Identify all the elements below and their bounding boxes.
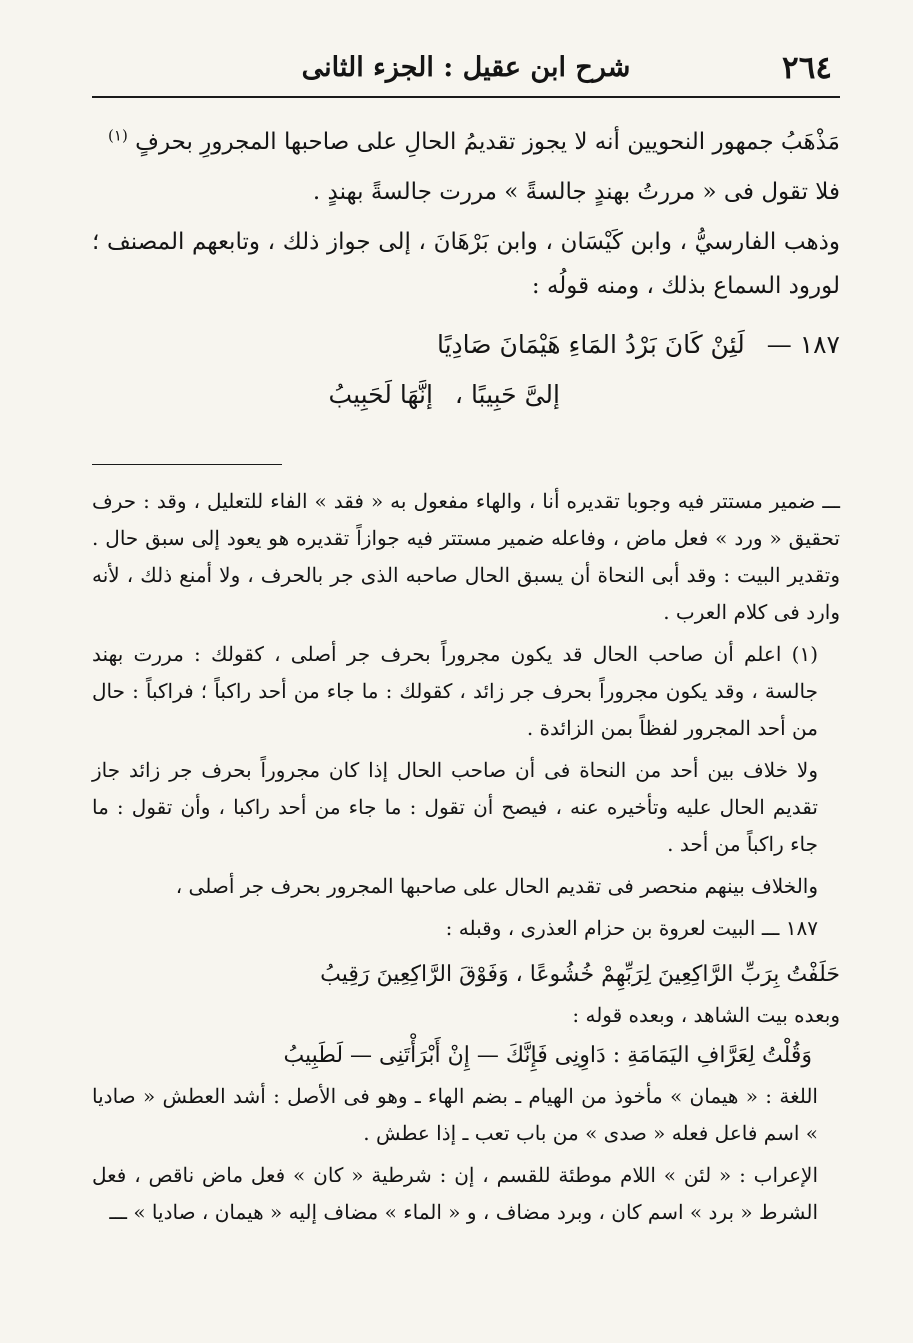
footnote-1-paragraph-1: (١) اعلم أن صاحب الحال قد يكون مجروراً بحرف جر أصلى ، كقولك : مررت بهند جالسة ، وقد يكون مجروراً بحرف جر زائد ، كقولك : ما جاء من أحد راكباً ؛ فراكباً : حال من أحد المجرور لفظاً بمن الزائدة . bbox=[92, 642, 818, 740]
footnote-marker: (١) bbox=[108, 126, 128, 145]
language-note: اللغة : « هيمان » مأخوذ من الهيام ـ بضم الهاء ـ وهو فى الأصل : أشد العطش « صاديا » اسم فاعل فعله « صدى » من باب تعب ـ إذا عطش . bbox=[92, 1084, 818, 1145]
preceding-verse: حَلَفْتُ بِرَبِّ الرَّاكِعِينَ لِرَبِّهِمْ خُشُوعًا ، وَفَوْقَ الرَّاكِعِينَ رَقِيبُ bbox=[320, 962, 840, 987]
main-text bbox=[92, 120, 840, 422]
main-paragraph-3: وذهب الفارسيُّ ، وابن كَيْسَان ، وابن بَرْهَانَ ، إلى جواز ذلك ، وتابعهم المصنف ؛ لورود السماع بذلك ، ومنه قولُه : bbox=[92, 229, 840, 299]
footnotes bbox=[92, 483, 840, 1231]
verse-second-hemistich-b: إنَّهَا لَحَبِيبُ bbox=[328, 380, 433, 409]
footnote-continuation: ـــ ضمير مستتر فيه وجوبا تقديره أنا ، والهاء مفعول به « فقد » الفاء للتعليل ، وقد : حرف تحقيق « ورد » فعل ماض ، وفاعله ضمير مستتر فيه جوازاً تقديره هو يعود إلى سبق حال . وتقدير البيت : وقد أبى النحاة أن يسبق الحال صاحبه الذى جر بالحرف ، ولا أمنع ذلك ، لأنه وارد فى كلام العرب . bbox=[92, 489, 840, 624]
book-page bbox=[92, 44, 840, 1334]
footnote-187-intro: ١٨٧ ـــ البيت لعروة بن حزام العذرى ، وقبله : bbox=[445, 916, 818, 940]
footnote-divider bbox=[92, 464, 282, 465]
main-paragraph-1: مَذْهَبُ جمهور النحويين أنه لا يجوز تقديمُ الحالِ على صاحبها المجرورِ بحرفٍ $^{(١)}$ bbox=[108, 126, 840, 155]
following-verse-intro: وبعده بيت الشاهد ، وبعده قوله : bbox=[572, 1003, 840, 1027]
footnote-1-paragraph-3: والخلاف بينهم منحصر فى تقديم الحال على صاحبها المجرور بحرف جر أصلى ، bbox=[175, 874, 818, 898]
grammar-note: الإعراب : « لئن » اللام موطئة للقسم ، إن : شرطية « كان » فعل ماض ناقص ، فعل الشرط « برد » اسم كان ، وبرد مضاف ، و « الماء » مضاف إليه « هيمان ، صاديا » ـــ bbox=[92, 1163, 818, 1224]
page-number: ٢٦٤ bbox=[782, 50, 832, 86]
verse-second-line bbox=[92, 368, 840, 422]
footnote-1-paragraph-2: ولا خلاف بين أحد من النحاة فى أن صاحب الحال إذا كان مجروراً بحرف جر زائد جاز تقديم الحال عليه وتأخيره عنه ، فيصح أن تقول : ما جاء من أحد راكبا ، وأن تقول : ما جاء راكباً من أحد . bbox=[92, 758, 818, 856]
following-verse: وَقُلْتُ لِعَرَّافِ اليَمَامَةِ : دَاوِنِى فَإِنَّكَ — إِنْ أَبْرَأْتَنِى — لَطَبِيبُ bbox=[283, 1043, 812, 1068]
main-paragraph-2: فلا تقول فى « مررتُ بهندٍ جالسةً » مررت جالسةً بهندٍ . bbox=[312, 179, 840, 205]
running-title: شرح ابن عقيل : الجزء الثانى bbox=[301, 52, 631, 83]
verse-number: ١٨٧ — bbox=[766, 330, 840, 359]
verse-second-hemistich-a: إلىَّ حَبِيبًا ، bbox=[454, 380, 560, 409]
verse-first-line bbox=[92, 318, 840, 372]
page-header bbox=[92, 44, 840, 98]
verse-187 bbox=[92, 318, 840, 422]
verse-first-hemistich: لَئِنْ كَانَ بَرْدُ المَاءِ هَيْمَانَ صَادِيًا bbox=[436, 330, 745, 359]
